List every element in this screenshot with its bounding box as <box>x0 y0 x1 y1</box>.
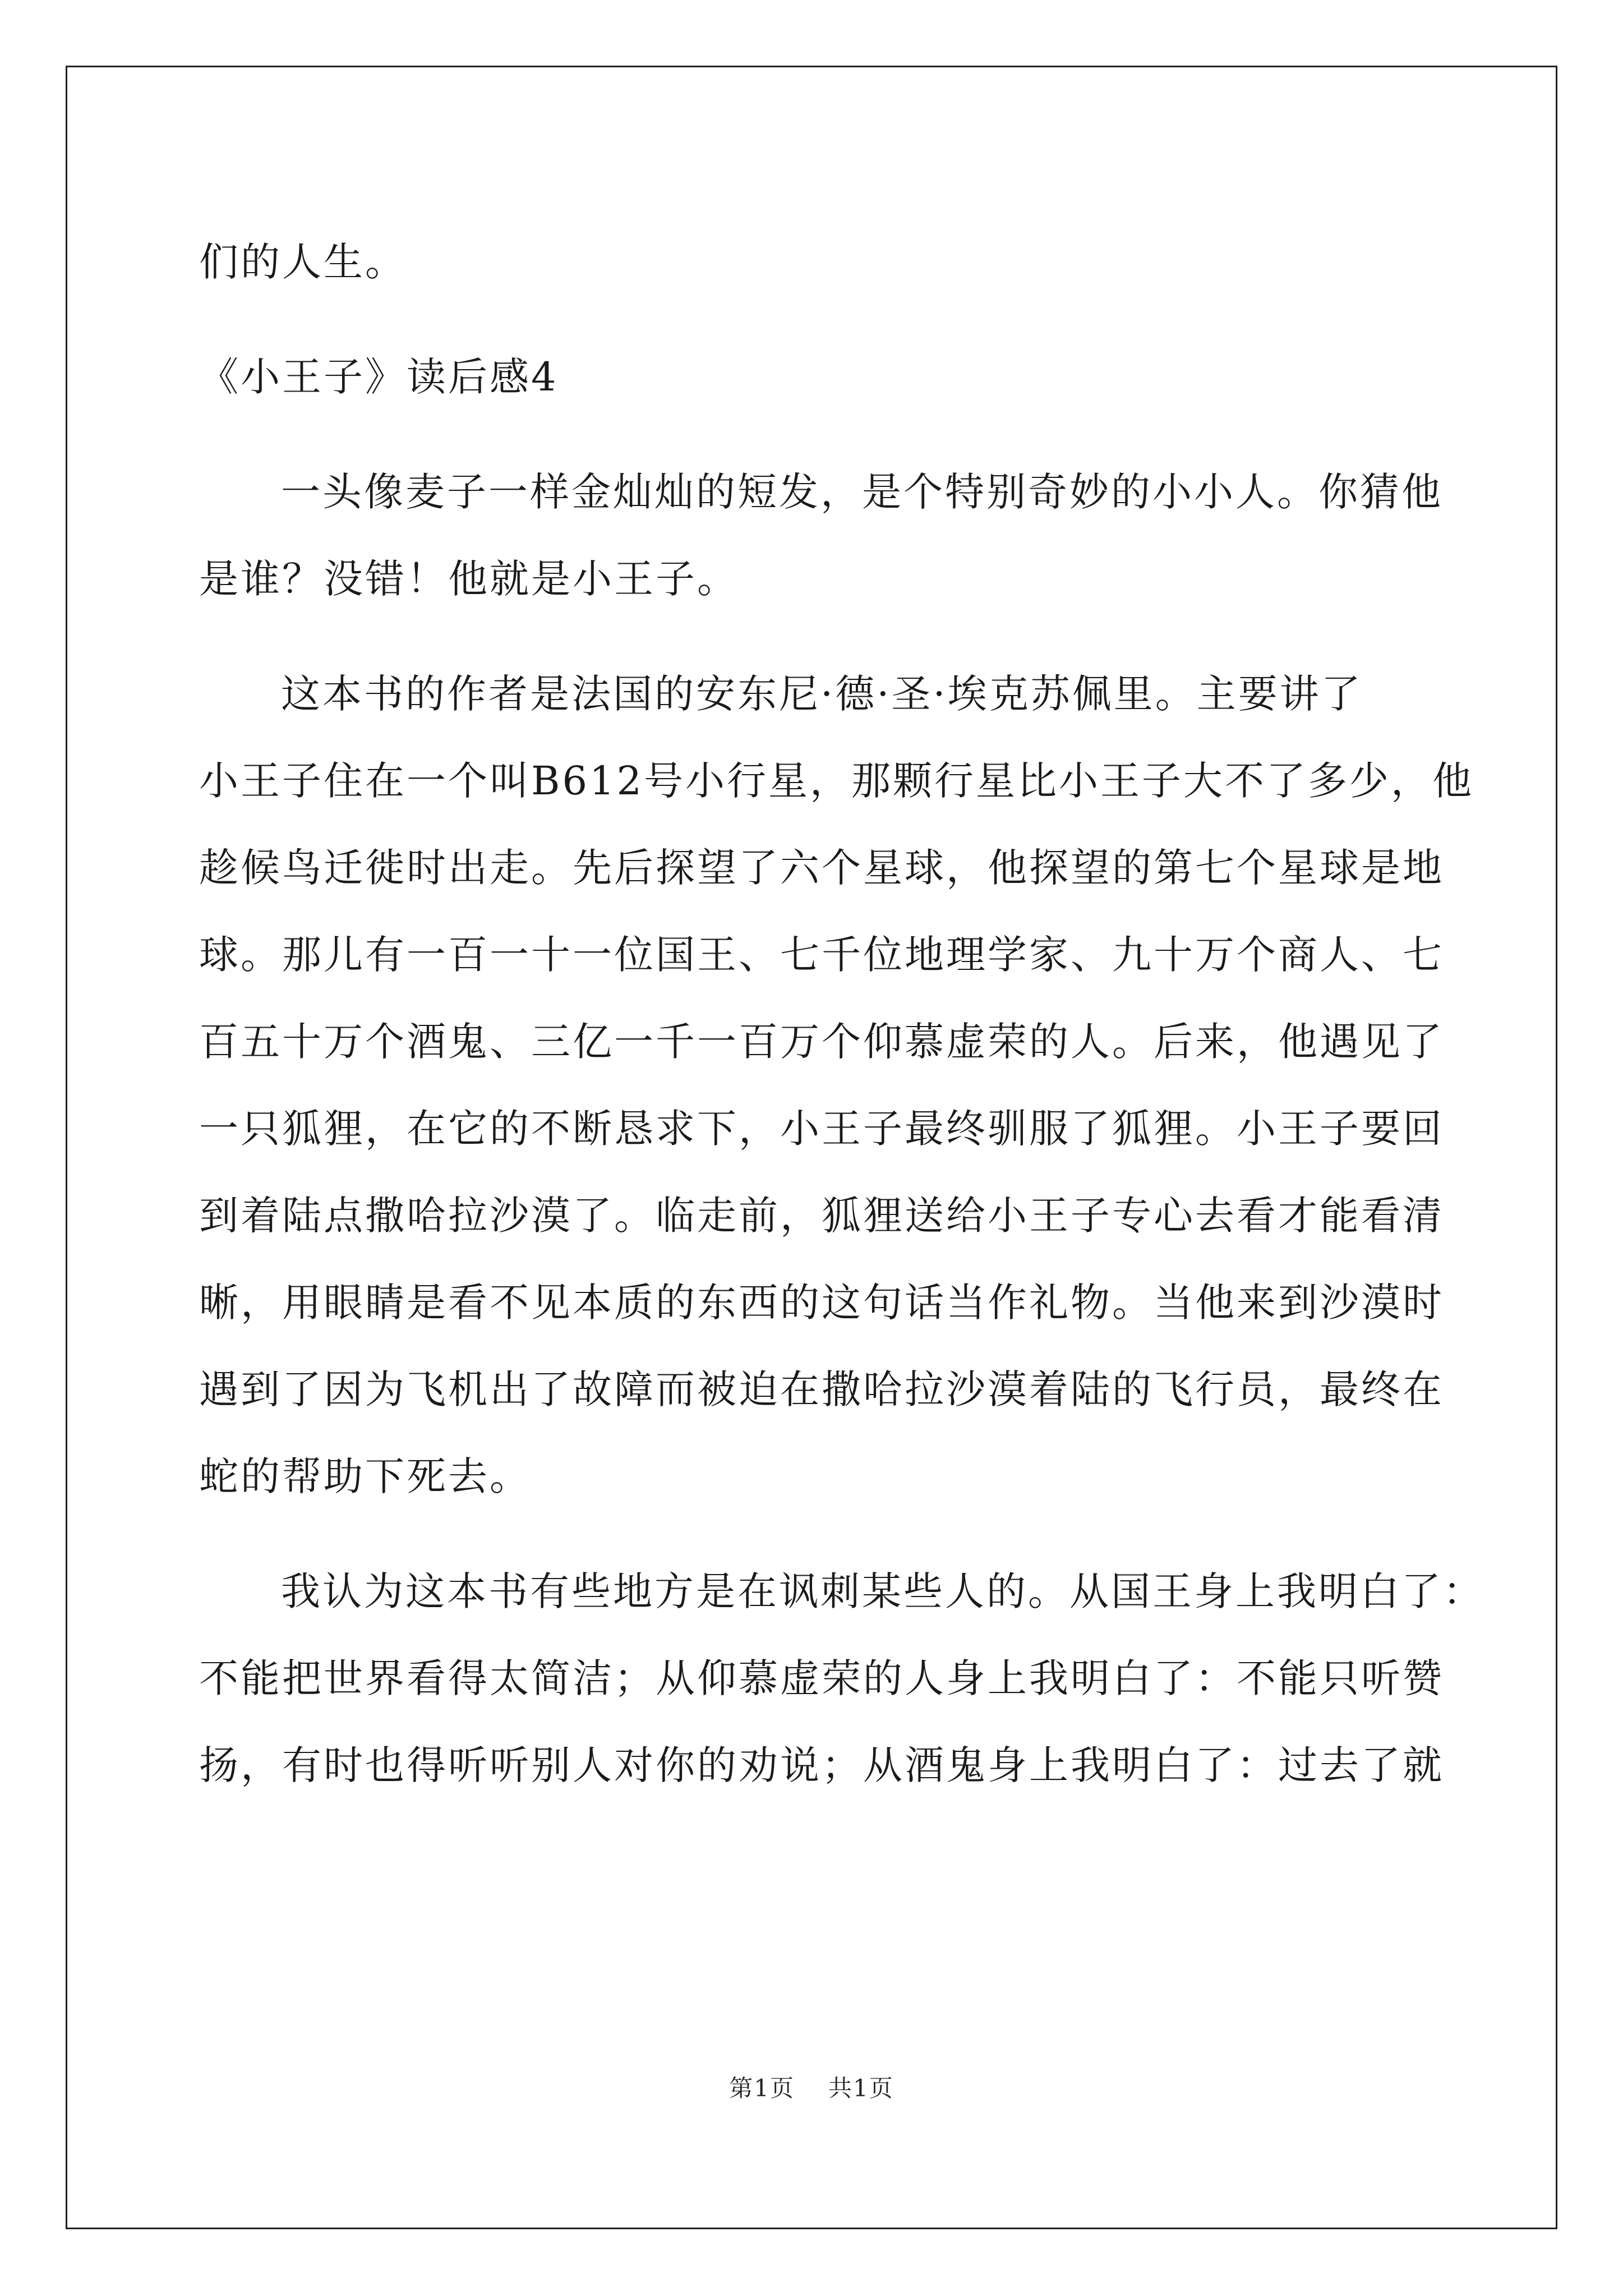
paragraph-line: 球。那儿有一百一十一位国王、七千位地理学家、九十万个商人、七 <box>199 932 1444 978</box>
paragraph-gap <box>199 306 1455 334</box>
paragraph-line: 我认为这本书有些地方是在讽刺某些人的。从国王身上我明白了： <box>281 1568 1484 1614</box>
paragraph-line: 趁候鸟迁徙时出走。先后探望了六个星球，他探望的第七个星球是地 <box>199 845 1444 891</box>
page-footer <box>0 2070 1623 2104</box>
document-body <box>199 219 1484 1809</box>
paragraph-line: 一只狐狸，在它的不断恳求下，小王子最终驯服了狐狸。小王子要回 <box>199 1106 1444 1152</box>
paragraph-line: 不能把世界看得太简洁；从仰慕虚荣的人身上我明白了：不能只听赞 <box>199 1655 1444 1701</box>
section-heading: 《小王子》读后感4 <box>199 354 559 400</box>
page-number: 第1页 <box>729 2074 795 2102</box>
paragraph-gap <box>199 1520 1455 1548</box>
paragraph-line: 是谁？没错！他就是小王子。 <box>199 556 739 602</box>
paragraph-line: 小王子住在一个叫B612号小行星，那颗行星比小王子大不了多少，他 <box>199 758 1474 804</box>
paragraph-gap <box>199 623 1455 651</box>
paragraph-line: 一头像麦子一样金灿灿的短发，是个特别奇妙的小小人。你猜他 <box>281 469 1443 515</box>
paragraph-line: 蛇的帮助下死去。 <box>199 1453 531 1499</box>
page-total: 共1页 <box>828 2074 894 2102</box>
paragraph-line: 遇到了因为飞机出了故障而被迫在撒哈拉沙漠着陆的飞行员，最终在 <box>199 1366 1444 1412</box>
paragraph-line: 到着陆点撒哈拉沙漠了。临走前，狐狸送给小王子专心去看才能看清 <box>199 1193 1444 1239</box>
paragraph-line: 扬，有时也得听听别人对你的劝说；从酒鬼身上我明白了：过去了就 <box>199 1742 1444 1788</box>
paragraph-line: 百五十万个酒鬼、三亿一千一百万个仰慕虚荣的人。后来，他遇见了 <box>199 1019 1444 1065</box>
paragraph-gap <box>199 421 1455 449</box>
paragraph-line: 们的人生。 <box>199 239 407 285</box>
paragraph-line: 晰，用眼睛是看不见本质的东西的这句话当作礼物。当他来到沙漠时 <box>199 1280 1444 1326</box>
paragraph-line: 这本书的作者是法国的安东尼·德·圣·埃克苏佩里。主要讲了 <box>281 671 1363 717</box>
